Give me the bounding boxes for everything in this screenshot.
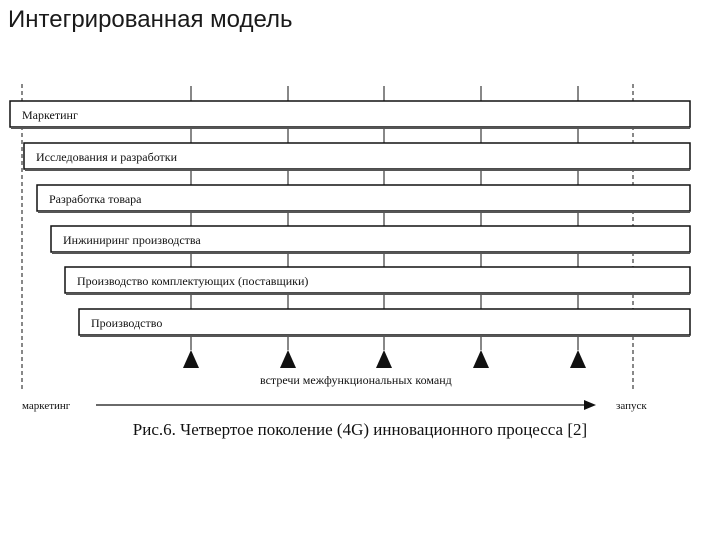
meeting-triangle-icon <box>570 350 586 368</box>
bar-label: Маркетинг <box>22 108 78 122</box>
bar-product-development <box>37 185 690 212</box>
bar-label: Производство комплектующих (поставщики) <box>77 274 309 288</box>
bar-label: Инжиниринг производства <box>63 233 201 247</box>
axis-end-label: запуск <box>616 400 647 412</box>
arrow-head-icon <box>584 400 596 410</box>
bar-label: Производство <box>91 316 163 330</box>
bar-research <box>24 143 690 170</box>
meeting-triangle-icon <box>280 350 296 368</box>
bar-marketing <box>10 101 690 128</box>
meeting-markers <box>183 350 586 368</box>
meeting-triangle-icon <box>473 350 489 368</box>
bar-production-engineering <box>51 226 690 253</box>
bar-production <box>79 309 690 336</box>
bar-label: Разработка товара <box>49 192 142 206</box>
bar-component-production <box>65 267 690 294</box>
page-title: Интегрированная модель <box>8 6 293 33</box>
figure-caption: Рис.6. Четвертое поколение (4G) инновационного процесса [2] <box>132 420 588 439</box>
meeting-triangle-icon <box>376 350 392 368</box>
meetings-label: встречи межфункциональных команд <box>260 373 452 387</box>
meeting-triangle-icon <box>183 350 199 368</box>
axis-start-label: маркетинг <box>22 400 71 412</box>
bar-label: Исследования и разработки <box>36 150 178 164</box>
